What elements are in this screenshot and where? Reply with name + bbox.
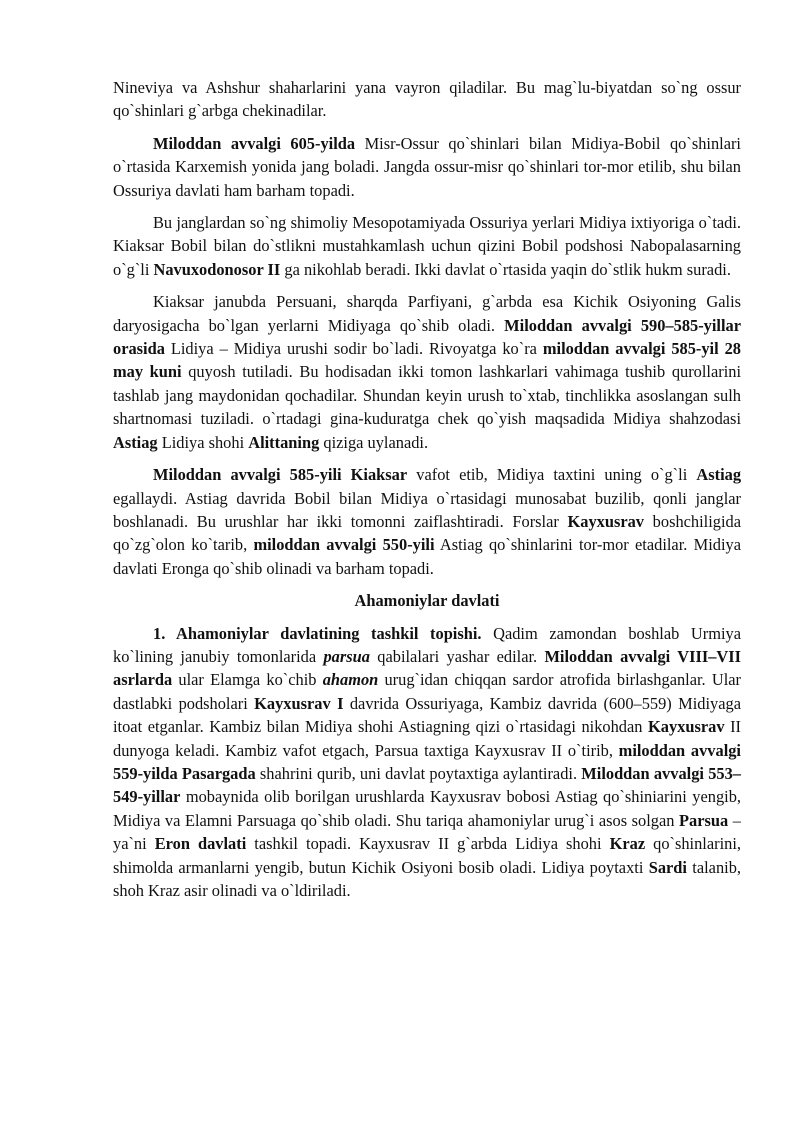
emphasis-text: Miloddan avvalgi 553–549-yillar bbox=[113, 763, 741, 807]
text-run: ga nikohlab beradi. Ikki davlat o`rtasida yaqin do`stlik hukm suradi. bbox=[280, 259, 731, 279]
text-run: urug`idan chiqqan sardor atrofida birlashganlar. Ular dastlabki podsholari bbox=[113, 670, 741, 713]
emphasis-text: miloddan avvalgi 550-yili bbox=[253, 535, 435, 555]
paragraph-p1 bbox=[113, 132, 741, 202]
body-paragraphs bbox=[113, 76, 741, 580]
emphasis-text: Miloddan avvalgi 585-yili Kiaksar bbox=[153, 465, 408, 485]
emphasis-text: Kayxusrav bbox=[648, 717, 725, 737]
text-run: qo`shinlarini, shimolda armanlarni yengib, butun Kichik Osiyoni bosib oladi. Lidiya poytaxti bbox=[113, 834, 741, 877]
section-heading: Ahamoniylar davlati bbox=[354, 591, 500, 611]
text-run: quyosh tutiladi. Bu hodisadan ikki tomon lashkarlari vahimaga tushib qurollarini tashlab jang maydonidan qochadilar. Shundan keyin urush to`xtab, tinchlikka asoslangan sulh shartnomasi tuziladi. o`rtadagi gina-kuduratga chek qo`yish maqsadida Midiya shahzodasi bbox=[113, 362, 742, 429]
text-run: Bu janglardan so`ng shimoliy Mesopotamiyada Ossuriya yerlari Midiya ixtiyoriga o`tadi. Kiaksar Bobil bilan do`stlikni mustahkamlash uchun qizini Bobil podshosi Nabopalasarning o`g`li bbox=[113, 213, 741, 279]
text-run: shahrini qurib, uni davlat poytaxtiga aylantiradi. bbox=[255, 763, 582, 783]
emphasis-text: Eron davlati bbox=[154, 834, 247, 854]
emphasis-text: Kraz bbox=[609, 834, 646, 854]
text-run: Astiag qo`shinlarini tor-mor etadilar. Midiya davlati Eronga qo`shib olinadi va barham topadi. bbox=[113, 535, 741, 578]
text-run: talanib, shoh Kraz asir olinadi va o`ldiriladi. bbox=[113, 857, 741, 900]
text-run: mobaynida olib borilgan urushlarda Kayxusrav bobosi Astiag qo`shiniarini yengib, Midiya va Elamni Parsuaga qo`shib oladi. Shu tariqa ahamoniylar urug`i asos solgan bbox=[113, 787, 741, 830]
emphasis-text: ahamon bbox=[322, 670, 379, 690]
emphasis-text: Miloddan avvalgi VIII–VII asrlarda bbox=[113, 646, 741, 690]
text-run: Qadim zamondan boshlab Urmiya ko`lining janubiy tomonlarida bbox=[113, 623, 741, 666]
text-run: qabilalari yashar edilar. bbox=[369, 646, 545, 666]
text-run: egallaydi. Astiag davrida Bobil bilan Midiya o`rtasidagi munosabat buzilib, qonli janglar boshlanadi. Bu urushlar har ikki tomonni zaiflashtiradi. Forslar bbox=[113, 488, 741, 531]
text-run: tashkil topadi. Kayxusrav II g`arbda Lidiya shohi bbox=[246, 834, 610, 854]
paragraph-s0 bbox=[113, 622, 741, 903]
text-run: Nineviya va Ashshur shaharlarini yana vayron qiladilar. Bu mag`lu-biyatdan so`ng ossur qo`shinlari g`arbga chekinadilar. bbox=[113, 78, 741, 121]
emphasis-text: Kayxusrav bbox=[567, 511, 644, 531]
text-run: – ya`ni bbox=[113, 810, 742, 854]
emphasis-text: Miloddan avvalgi 590–585-yillar orasida bbox=[113, 315, 741, 359]
text-run: II dunyoga keladi. Kambiz vafot etgach, Parsua taxtiga Kayxusrav II o`tirib, bbox=[113, 717, 741, 760]
emphasis-text: Navuxodonosor II bbox=[153, 259, 281, 279]
emphasis-text: Parsua bbox=[679, 810, 729, 830]
emphasis-text: miloddan avvalgi 559-yilda Pasargada bbox=[113, 740, 741, 783]
section-paragraphs bbox=[113, 622, 741, 903]
text-run: davrida Ossuriyaga, Kambiz davrida (600–559) Midiyaga itoat etganlar. Kambiz bilan Midiya shohi Astiagning qizi o`rtasidagi nikohdan bbox=[113, 693, 741, 737]
emphasis-text: Astiag bbox=[113, 432, 158, 452]
emphasis-text: Kayxusrav I bbox=[254, 693, 344, 713]
emphasis-text: parsua bbox=[323, 646, 370, 666]
paragraph-p4 bbox=[113, 463, 741, 580]
text-run: Lidiya – Midiya urushi sodir bo`ladi. Rivoyatga ko`ra bbox=[164, 339, 543, 359]
text-run: ular Elamga ko`chib bbox=[172, 670, 323, 690]
text-run: Lidiya shohi bbox=[157, 432, 249, 452]
text-run: Kiaksar janubda Persuani, sharqda Parfiyani, g`arbda esa Kichik Osiyoning Galis daryosigacha bo`lgan yerlarni Midiyaga qo`shib oladi. bbox=[113, 292, 741, 335]
emphasis-text: Sardi bbox=[648, 857, 687, 877]
paragraph-p0 bbox=[113, 76, 741, 123]
emphasis-text: Astiag bbox=[696, 465, 742, 485]
emphasis-text: 1. Ahamoniylar davlatining tashkil topishi. bbox=[153, 623, 482, 643]
emphasis-text: Miloddan avvalgi 605-yilda bbox=[153, 133, 356, 153]
paragraph-p2 bbox=[113, 211, 741, 281]
text-run: qiziga uylanadi. bbox=[319, 432, 429, 452]
emphasis-text: Alittaning bbox=[248, 432, 320, 452]
text-run: Misr-Ossur qo`shinlari bilan Midiya-Bobil qo`shinlari o`rtasida Karxemish yonida jang boladi. Jangda ossur-misr qo`shinlari tor-mor etilib, shu bilan Ossuriya davlati ham barham topadi. bbox=[113, 133, 741, 200]
emphasis-text: miloddan avvalgi 585-yil 28 may kuni bbox=[113, 339, 741, 382]
text-run: vafot etib, Midiya taxtini uning o`g`li bbox=[407, 465, 697, 485]
paragraph-p3 bbox=[113, 290, 741, 454]
document-page bbox=[113, 76, 741, 902]
text-run: boshchiligida qo`zg`olon ko`tarib, bbox=[113, 511, 741, 555]
